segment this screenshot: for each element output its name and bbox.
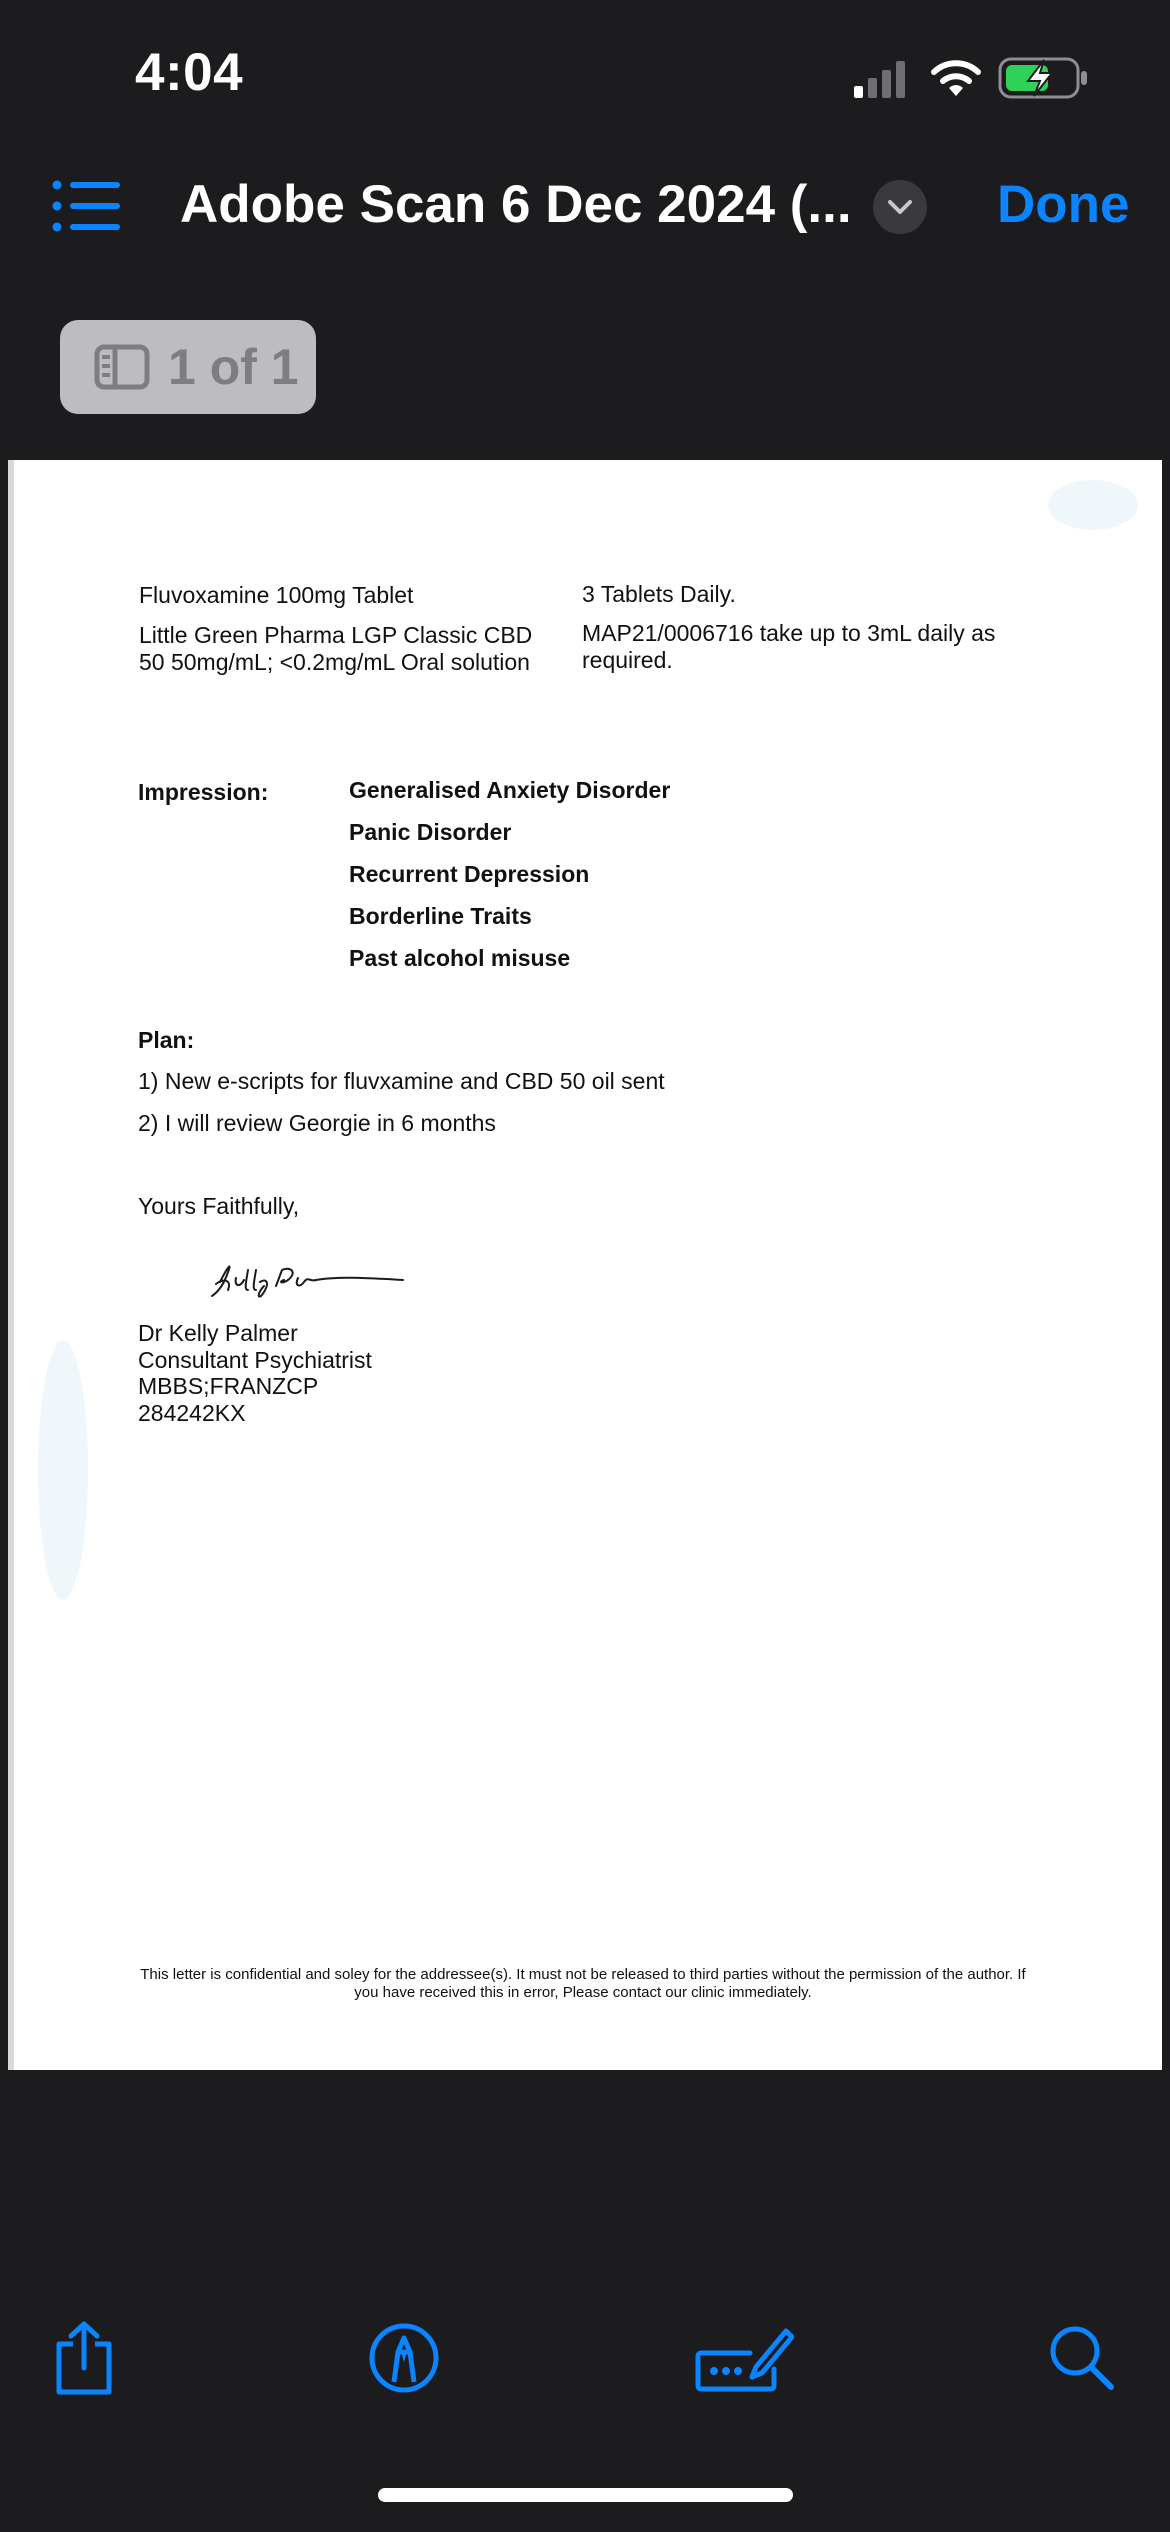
medication-1-dose: 3 Tablets Daily. — [582, 581, 736, 607]
status-time: 4:04 — [135, 43, 244, 102]
scanned-page[interactable] — [8, 460, 1162, 2070]
confidentiality-footer: This letter is confidential and soley for the addressee(s). It must not be released to third parties without the permission of the author. If you have received this in error, Please contact our clinic immediately. — [140, 1966, 1026, 2001]
title-menu-button[interactable] — [873, 180, 927, 234]
medication-2-name-line-1: Little Green Pharma LGP Classic CBD — [139, 622, 533, 648]
page-indicator-label: 1 of 1 — [168, 339, 299, 395]
medication-1-name: Fluvoxamine 100mg Tablet — [139, 582, 414, 608]
page-indicator[interactable] — [60, 320, 316, 414]
sidebar-thumbnail-icon — [94, 344, 150, 390]
search-button[interactable] — [1042, 2318, 1122, 2398]
closing-line: Yours Faithfully, — [138, 1193, 300, 1219]
plan-label: Plan: — [138, 1027, 195, 1053]
wifi-icon — [930, 56, 982, 100]
battery-charging-icon — [998, 56, 1090, 100]
signatory-provider-number: 284242KX — [138, 1400, 246, 1426]
impression-item: Past alcohol misuse — [349, 945, 571, 971]
impression-item: Panic Disorder — [349, 819, 512, 845]
impression-item: Borderline Traits — [349, 903, 532, 929]
share-button[interactable] — [44, 2318, 124, 2398]
impression-item: Recurrent Depression — [349, 861, 590, 887]
status-icons — [852, 56, 1092, 100]
share-icon — [51, 2320, 117, 2396]
impression-item: Generalised Anxiety Disorder — [349, 777, 671, 803]
bottom-toolbar — [0, 2290, 1170, 2440]
handwritten-signature — [198, 1250, 418, 1310]
search-icon — [1047, 2323, 1117, 2393]
list-icon[interactable] — [52, 180, 122, 232]
markup-icon — [368, 2322, 440, 2394]
markup-button[interactable] — [364, 2318, 444, 2398]
page-edge — [8, 460, 14, 2070]
medication-2-name-line-2: 50 50mg/mL; <0.2mg/mL Oral solution — [139, 649, 530, 675]
medication-2-dose-line-2: required. — [582, 647, 673, 673]
status-bar — [0, 0, 1170, 150]
cellular-signal-icon — [852, 58, 912, 102]
signature-icon — [694, 2323, 794, 2393]
home-indicator[interactable] — [378, 2488, 793, 2502]
medication-2-dose-line-1: MAP21/0006716 take up to 3mL daily as — [582, 620, 996, 646]
document-title[interactable]: Adobe Scan 6 Dec 2024 (... — [180, 175, 852, 234]
scan-smudge — [1048, 480, 1138, 530]
chevron-down-icon — [887, 199, 913, 215]
plan-item: 1) New e-scripts for fluvxamine and CBD 50 oil sent — [138, 1068, 665, 1094]
signatory-role: Consultant Psychiatrist — [138, 1347, 372, 1373]
done-button[interactable]: Done — [997, 175, 1130, 234]
signatory-qualifications: MBBS;FRANZCP — [138, 1373, 319, 1399]
plan-item: 2) I will review Georgie in 6 months — [138, 1110, 496, 1136]
signatory-name: Dr Kelly Palmer — [138, 1320, 298, 1346]
impression-label: Impression: — [138, 779, 269, 805]
scan-smudge — [38, 1340, 88, 1600]
signature-button[interactable] — [694, 2318, 794, 2398]
